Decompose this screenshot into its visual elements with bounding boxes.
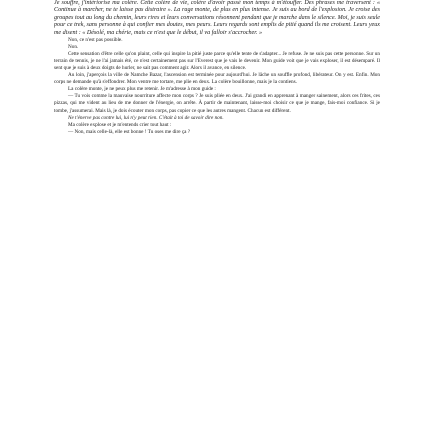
paragraph: — Non, mais celle-là, elle est bonne ! Tu oses me dire ça ? xyxy=(68,128,191,135)
paragraph: — Tu vois comme la mauvaise nourriture affecte mon corps ? Je suis pliée en deux. J'ai grandi en apprenant à manger sainement, alors ces frites, ces pizzas, qui me vident au lieu de me donner de l'énergie, on arrête. À partir de maintenant, laisse-moi choisir ce que je mange, fais-moi confiance. Si je tombe, j'assumerai. Mais là, je dois écouter mon corps, pas copier ce que les autres mangent. Chacun est différent. xyxy=(54,93,380,114)
paragraph-inner-voice: Ne t'énerve pas contre lui, lui n'y peut rien. C'était à toi de savoir dire non. xyxy=(68,114,224,121)
paragraph: Au loin, j'aperçois la ville de Namche Bazar, l'ascension est terminée pour aujourd'hui. Je lâche un souffle profond, libérateur. On y est. Enfin. Mon corps ne demande qu'à s'effondrer. Mon ventre me tortare, me plie en deux. La colère bouillonne, mais je la contiens. xyxy=(54,72,380,86)
paragraph: Ma colère explose et je m'entends crier tout haut : xyxy=(68,121,172,128)
paragraph: Non, ce n'est pas possible. xyxy=(68,37,123,44)
paragraph: La colère monte, je ne peux plus me retenir. Je m'adresse à mon guide : xyxy=(68,86,216,93)
paragraph: Cette sensation d'être celle qu'on plaint, celle qui inspire la pitié juste parce qu'elle tente de s'adapter... Je refuse. Je ne suis pas cette personne. Sur un terrain de tennis, je ne l'ai jamais été, ce n'est certainement pas sur l'Everest que je vais le devenir. Mon guide voit que je vais exploser, il est désemparé. Il sent que je suis à deux doigts de hurler, ne sait pas comment agir. Alors il avance, en silence. xyxy=(54,51,380,72)
paragraph: Non. xyxy=(68,44,79,51)
paragraph-opening: Je souffre, j'intériorise ma colère. Cette colère de vie, colère d'avoir passé mon temps à m'étouffer. Des phrases me traversent : « Continue à marcher, ne te laisse pas distraire ». La rage monte, de plus en plus intense. Je suis au bord de l'explosion. Je croise des groupes tout au long du chemin, leurs rires et leurs conversations résonnent pendant que je marche dans le silence. Moi, je suis seule pour ce trek, sans personne à qui confier mes doutes, mes peurs. Leurs regards sont emplis de pitié quand ils me croisent. Leurs yeux me disent : « Désolé, ma chérie, mais ce n'est que le début, il va falloir s'accrocher. » xyxy=(54,0,380,36)
book-page xyxy=(54,0,380,433)
